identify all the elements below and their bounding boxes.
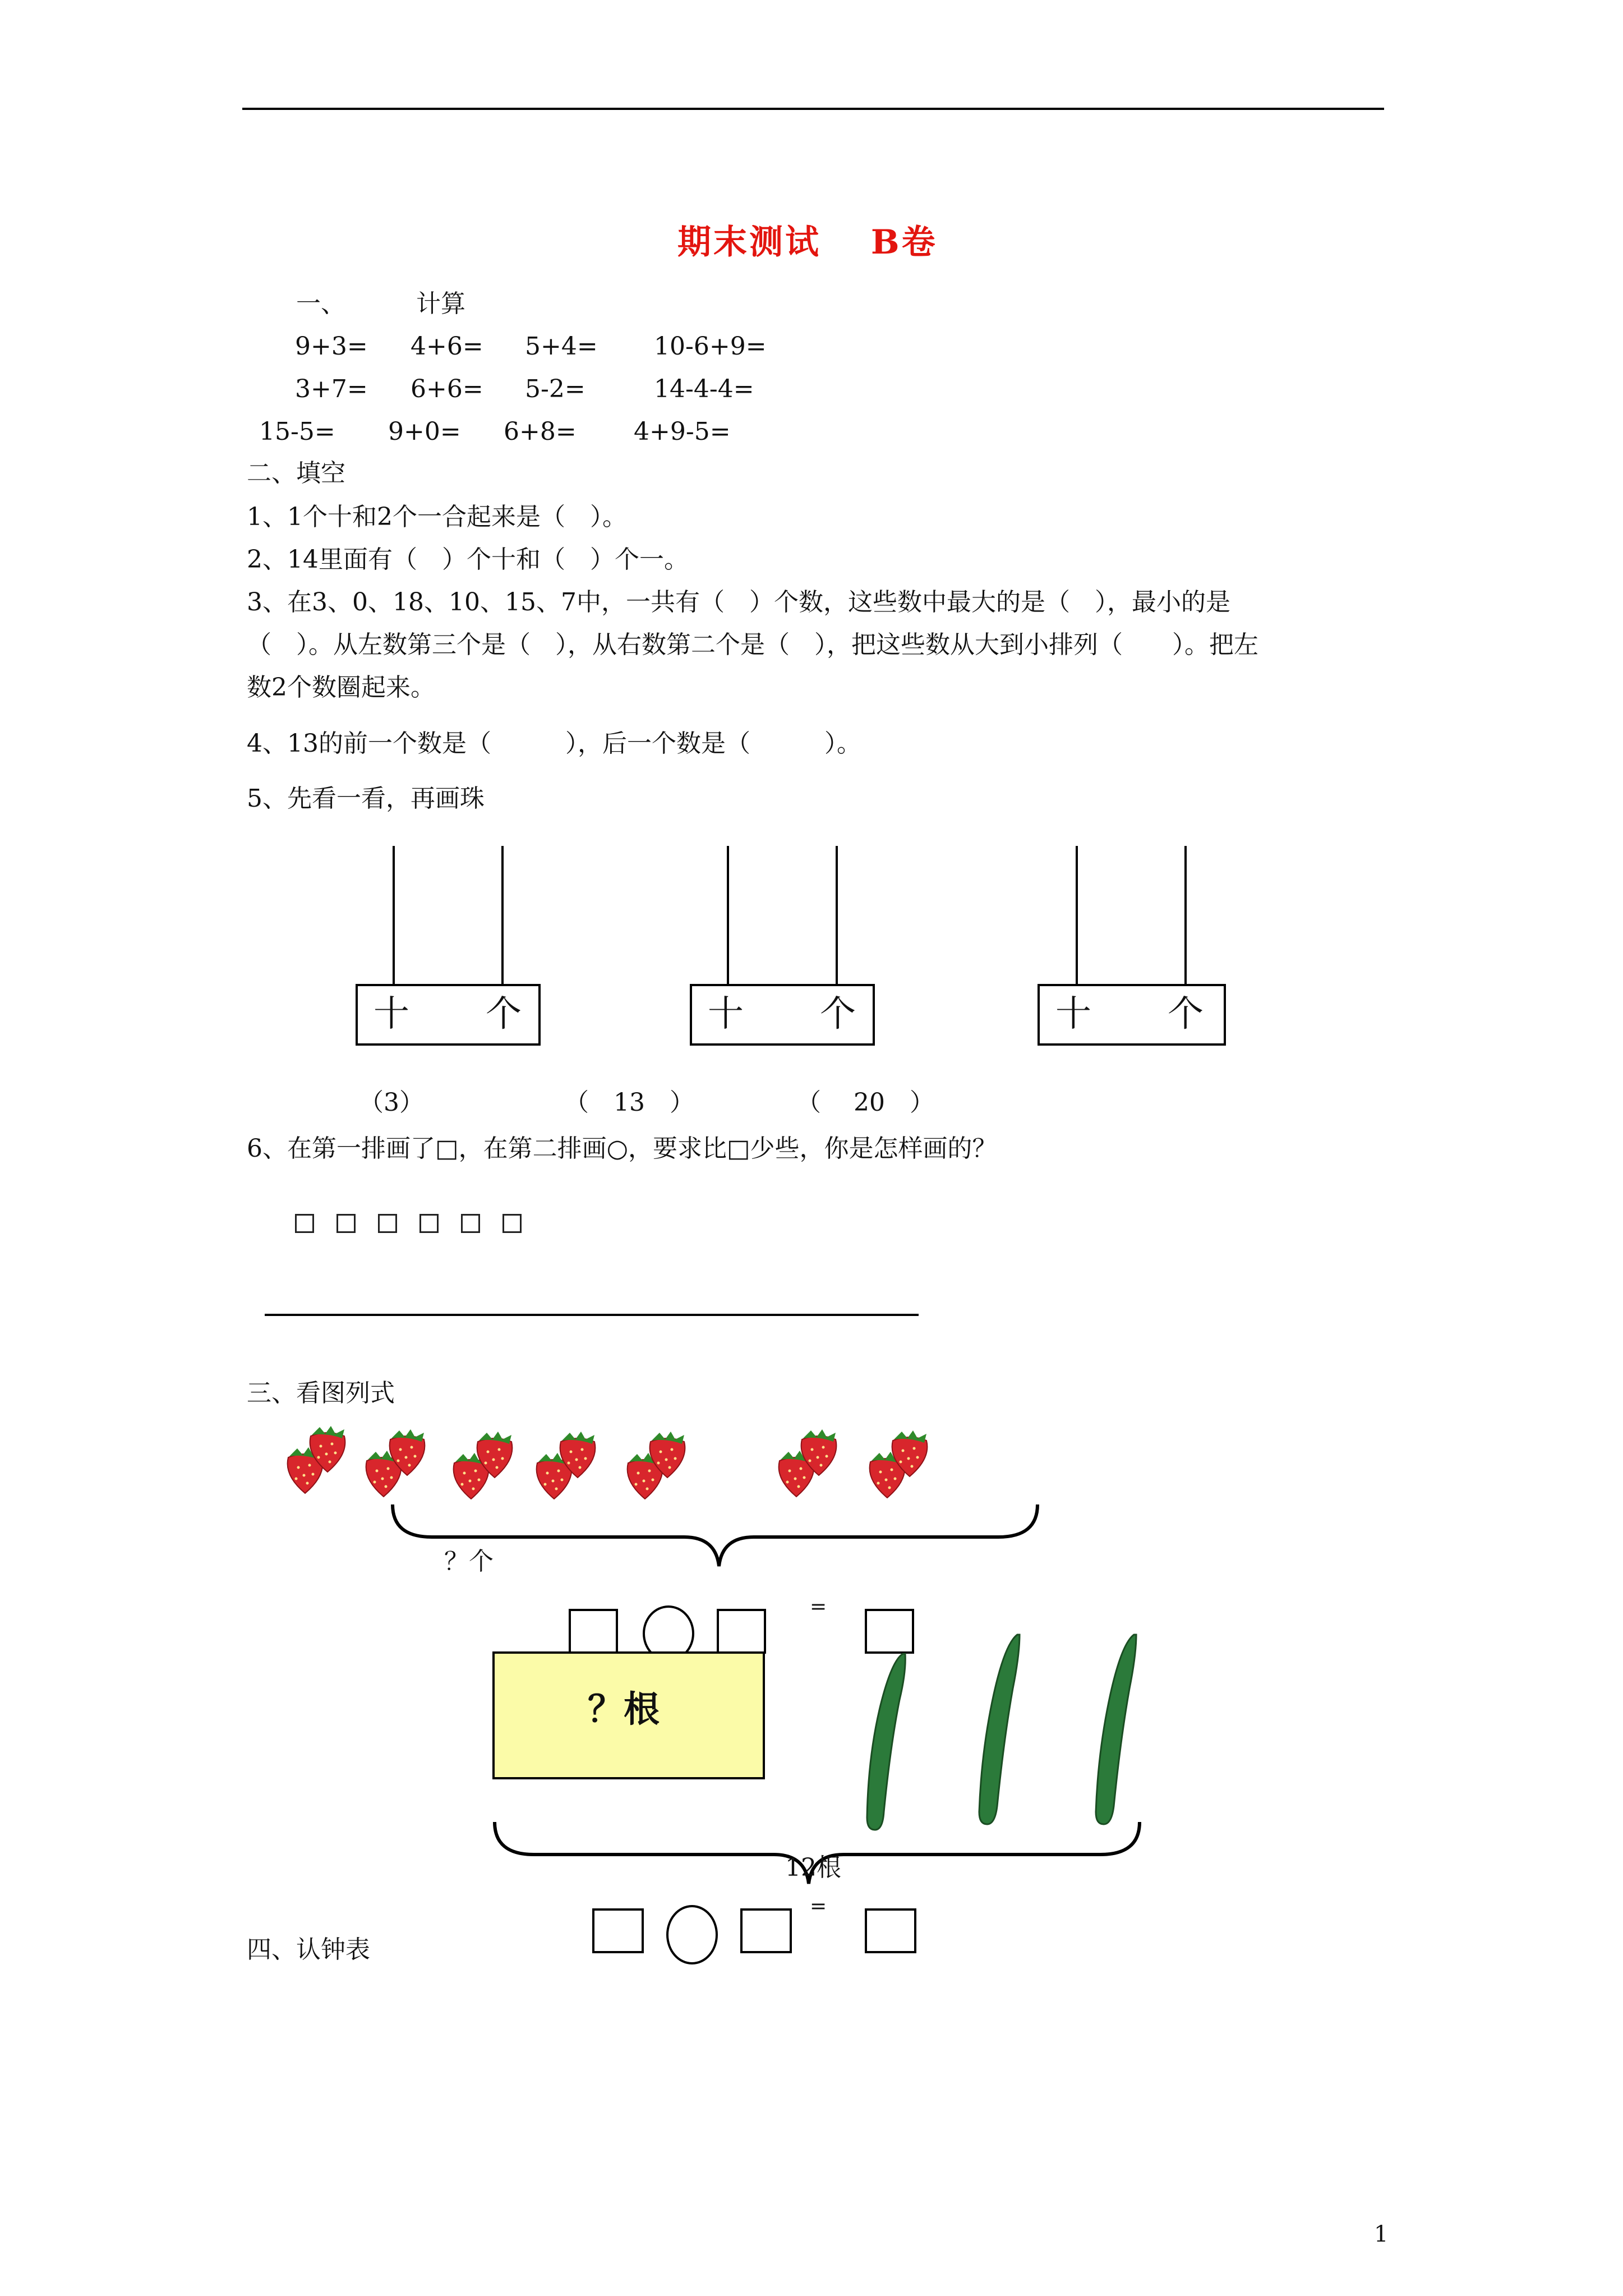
question-6: 6、在第一排画了□，在第二排画○，要求比□少些，你是怎样画的？ (247, 1134, 997, 1163)
operator-circle[interactable] (666, 1905, 718, 1964)
calc-item: 6+8= (504, 417, 577, 446)
calc-item: 6+6= (411, 375, 483, 403)
calc-item: 4+6= (411, 332, 483, 361)
calc-item: 5+4= (525, 332, 598, 361)
question-5: 5、先看一看，再画珠 (247, 784, 485, 813)
abacus-tens-label: 十 (374, 993, 409, 1035)
section2-heading: 二、填空 (247, 459, 345, 487)
abacus-tens-label: 十 (1055, 993, 1091, 1035)
page-title: 期末测试 B卷 (677, 223, 938, 262)
section4-heading: 四、认钟表 (247, 1935, 370, 1964)
total-roots-label: 12根 (785, 1853, 841, 1882)
calc-item: 3+7= (295, 375, 368, 403)
abacus-ones-label: 个 (486, 993, 522, 1035)
abacus-value-2: （ 13 ） (564, 1088, 694, 1117)
calc-item: 4+9-5= (634, 417, 731, 446)
calc-item: 5-2= (525, 375, 585, 403)
calc-item: 9+3= (295, 332, 368, 361)
question-3-line1: 3、在3、0、18、10、15、7中，一共有（ ）个数，这些数中最大的是（ ），最小的是 (247, 588, 1230, 616)
calc-item: 15-5= (259, 417, 335, 446)
section1-label: 计算 (416, 289, 465, 318)
abacus-value-3: （ 20 ） (796, 1088, 934, 1117)
abacus-ones-label: 个 (820, 993, 856, 1035)
unknown-roots-label: ？根 (588, 1689, 660, 1731)
question-4: 4、13的前一个数是（ ），后一个数是（ ）。 (247, 729, 861, 758)
abacus-tens-label: 十 (708, 993, 744, 1035)
calc-item: 14-4-4= (654, 375, 754, 403)
answer-box[interactable] (740, 1908, 792, 1953)
question-1: 1、1个十和2个一合起来是（ ）。 (247, 503, 627, 531)
answer-box[interactable] (592, 1908, 644, 1953)
equals-sign: = (810, 1595, 827, 1618)
calc-item: 9+0= (388, 417, 461, 446)
calc-item: 10-6+9= (654, 332, 767, 361)
page-number: 1 (1374, 2221, 1389, 2247)
abacus-value-1: （3） (359, 1088, 424, 1117)
section3-heading: 三、看图列式 (247, 1379, 395, 1407)
answer-box[interactable] (865, 1908, 916, 1953)
question-count-label: ？个 (444, 1547, 494, 1576)
question-3-line2: （ ）。从左数第三个是（ ），从右数第二个是（ ），把这些数从大到小排列（ ）。把左 (247, 631, 1258, 659)
equals-sign: = (810, 1895, 827, 1918)
question-3-line3: 数2个数圈起来。 (247, 673, 435, 702)
abacus-ones-label: 个 (1168, 993, 1204, 1035)
section1-number: 一、 (296, 289, 345, 318)
question-2: 2、14里面有（ ）个十和（ ）个一。 (247, 545, 689, 574)
